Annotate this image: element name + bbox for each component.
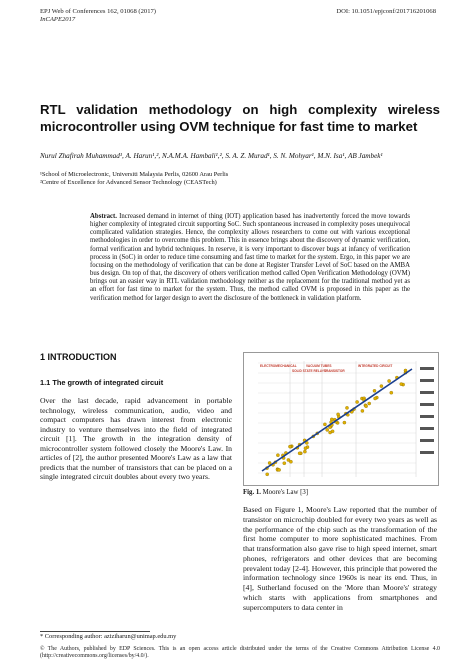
figure-side-label — [420, 403, 434, 406]
abstract-label: Abstract. — [90, 213, 117, 220]
paper-title: RTL validation methodology on high complexity wireless microcontroller using OVM technique for fast time to market — [40, 102, 440, 134]
figure-data-point — [288, 445, 291, 448]
body-text-left-column: Over the last decade, rapid advancement in portable technology, wireless communication, audio, video and compact computers has drawn interest from electronic industry to venture themselves into the field of integrated circuit [1]. The growth in the integration density of microcontroller system followed closely the Moore's Law. In articles of [2], the author presented Moore's Law as a law that predicts that the number of transistors that can be placed on a single integrated circuit doubles about every two years. — [40, 396, 232, 482]
figure-data-point — [283, 462, 286, 465]
figure-side-label — [420, 391, 434, 394]
figure-data-point — [326, 428, 329, 431]
figure-data-point — [278, 468, 281, 471]
figure-label: Fig. 1. — [243, 489, 261, 496]
era-label: TRANSISTOR — [324, 369, 345, 373]
figure-data-point — [330, 418, 333, 421]
figure-data-point — [390, 391, 393, 394]
figure-data-point — [373, 389, 376, 392]
figure-side-label — [420, 451, 434, 454]
figure-data-point — [276, 454, 279, 457]
figure-data-point — [388, 379, 391, 382]
figure-data-point — [365, 405, 368, 408]
footnote-rule — [40, 631, 150, 632]
figure-data-point — [400, 383, 403, 386]
conference-name: InCAPE2017 — [40, 16, 76, 23]
figure-data-point — [380, 385, 383, 388]
figure-side-label — [420, 415, 434, 418]
figure-data-point — [323, 423, 326, 426]
era-label: VACUUM TUBES — [306, 364, 332, 368]
figure-data-point — [345, 406, 348, 409]
section-heading: 1 INTRODUCTION — [40, 352, 117, 362]
journal-citation: EPJ Web of Conferences 162, 01068 (2017) — [40, 8, 156, 15]
era-label: SOLID STATE RELAYS — [292, 369, 327, 373]
figure-side-label — [420, 379, 434, 382]
affiliation-1: ¹School of Microelectronic, Universiti Malaysia Perlis, 02600 Arau Perlis — [40, 171, 229, 178]
doi-label: DOI: 10.1051/epjconf/201716201068 — [336, 8, 436, 15]
era-label: INTEGRATED CIRCUIT — [358, 364, 393, 368]
figure-data-point — [356, 400, 359, 403]
figure-data-point — [343, 421, 346, 424]
figure-data-point — [303, 450, 306, 453]
license-statement: © The Authors, published by EDP Sciences. This is an open access article distributed under the terms of the Creative Commons Attribution License 4.0 (http://creativecommons.org/licenses/by/4.0/). — [40, 646, 440, 660]
subsection-heading: 1.1 The growth of integrated circuit — [40, 378, 164, 387]
running-header-right — [336, 8, 436, 16]
figure-data-point — [266, 473, 269, 476]
moores-law-chart-image — [244, 353, 438, 485]
figure-caption — [243, 489, 308, 496]
figure-caption-text: Moore's Law [3] — [262, 489, 309, 496]
figure-data-point — [287, 458, 290, 461]
figure-side-label — [420, 439, 434, 442]
body-text-right-column: Based on Figure 1, Moore's Law reported that the number of transistor on microchip doubled for every two years as well as the performance of the chip such as the transformation of the first home computer to more sophisticated machines. From that transformation also gave rise to high speed internet, smart phones, refrigerators and other devices that are becoming prevalent today [2-4]. However, this principle that powered the information technology since 1960s is near its end. Thus, in [4], Sutherland focused on the 'More than Moore's' strategy which starts with applications from smartphones and supercomputers to data center in — [243, 505, 437, 612]
abstract — [90, 213, 410, 303]
figure-side-label — [420, 367, 434, 370]
figure-data-point — [337, 413, 340, 416]
abstract-text: Increased demand in internet of thing (IOT) application based has inadvertently forced the move towards higher complexity of integrated circuit supporting SoC. Such spontaneous increased in complexity poses unequivocal complicated validation strategies. Hence, the complexity allows researchers to come out with various exceptional methodologies in order to overcome this problem. This in essence brings about the discovery of dynamic verification, formal verification and hybrid techniques. In reserve, it is very important to discover bugs at infancy of verification process in (SoC) in order to reduce time consuming and fast time to market for the system. Ergo, in this paper we are focusing on the methodology of verification that can be done at Register Transfer Level of SoC based on the AMBA bus design. On top of that, the discovery of others verification method called Open Verification Methodology (OVM) brings out an easier way in RTL validation methodology neither as the replacement for the traditional method yet as an effort for fast time to market for the system. Thus, the method called OVM is proposed in this paper as the verification method for larger design to avert the disclosure of the bottleneck in validation platform. — [90, 213, 411, 302]
figure-data-point — [374, 397, 377, 400]
figure-data-point — [368, 402, 371, 405]
figure-data-point — [298, 452, 301, 455]
era-label: ELECTROMECHANICAL — [260, 364, 297, 368]
figure-side-label — [420, 427, 434, 430]
figure-data-point — [361, 409, 364, 412]
moores-law-figure — [243, 352, 439, 486]
running-header-left — [40, 8, 156, 24]
affiliations — [40, 171, 440, 187]
figure-data-point — [331, 430, 334, 433]
author-list: Nurul Zhafirah Muhammad¹, A. Harun¹,², N.A.M.A. Hambali¹,², S. A. Z. Murad¹, S. N. Mohyar¹, M.N. Isa¹, AB Jambek¹ — [40, 152, 383, 160]
affiliation-2: ²Centre of Excellence for Advanced Sensor Technology (CEASTech) — [40, 179, 217, 186]
corresponding-author-footnote: * Corresponding author: aziziharun@unimap.edu.my — [40, 633, 177, 640]
figure-data-point — [304, 447, 307, 450]
